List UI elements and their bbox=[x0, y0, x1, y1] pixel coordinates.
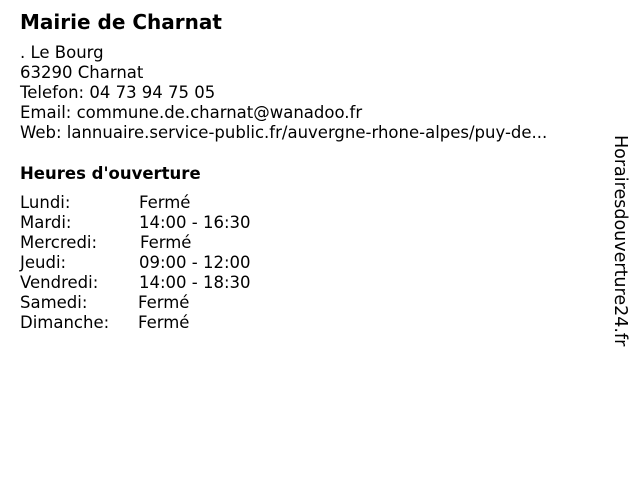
hours-row-sunday bbox=[20, 313, 320, 333]
time-value: Fermé bbox=[138, 293, 190, 312]
day-label: Mercredi: bbox=[20, 233, 98, 252]
email-line: Email: commune.de.charnat@wanadoo.fr bbox=[20, 103, 363, 122]
address-block bbox=[20, 43, 547, 143]
page-title: Mairie de Charnat bbox=[20, 10, 222, 34]
address-street: . Le Bourg bbox=[20, 43, 104, 62]
opening-hours-table bbox=[20, 193, 320, 333]
phone-line: Telefon: 04 73 94 75 05 bbox=[20, 83, 216, 102]
time-value: Fermé bbox=[139, 193, 191, 212]
time-value: 14:00 - 18:30 bbox=[139, 273, 251, 292]
hours-row-wednesday bbox=[20, 233, 320, 253]
web-line: Web: lannuaire.service-public.fr/auvergne-rhone-alpes/puy-de... bbox=[20, 123, 548, 142]
day-label: Jeudi: bbox=[20, 253, 67, 272]
time-value: 14:00 - 16:30 bbox=[139, 213, 251, 232]
day-label: Vendredi: bbox=[20, 273, 99, 292]
hours-row-saturday bbox=[20, 293, 320, 313]
hours-row-friday bbox=[20, 273, 320, 293]
hours-heading: Heures d'ouverture bbox=[20, 164, 201, 183]
time-value: 09:00 - 12:00 bbox=[139, 253, 251, 272]
time-value: Fermé bbox=[140, 233, 192, 252]
site-watermark: Horairesdouverture24.fr bbox=[610, 135, 630, 347]
day-label: Mardi: bbox=[20, 213, 72, 232]
day-label: Lundi: bbox=[20, 193, 71, 212]
hours-row-tuesday bbox=[20, 213, 320, 233]
hours-row-monday bbox=[20, 193, 320, 213]
time-value: Fermé bbox=[138, 313, 190, 332]
hours-row-thursday bbox=[20, 253, 320, 273]
address-city: 63290 Charnat bbox=[20, 63, 144, 82]
day-label: Dimanche: bbox=[20, 313, 110, 332]
day-label: Samedi: bbox=[20, 293, 88, 312]
